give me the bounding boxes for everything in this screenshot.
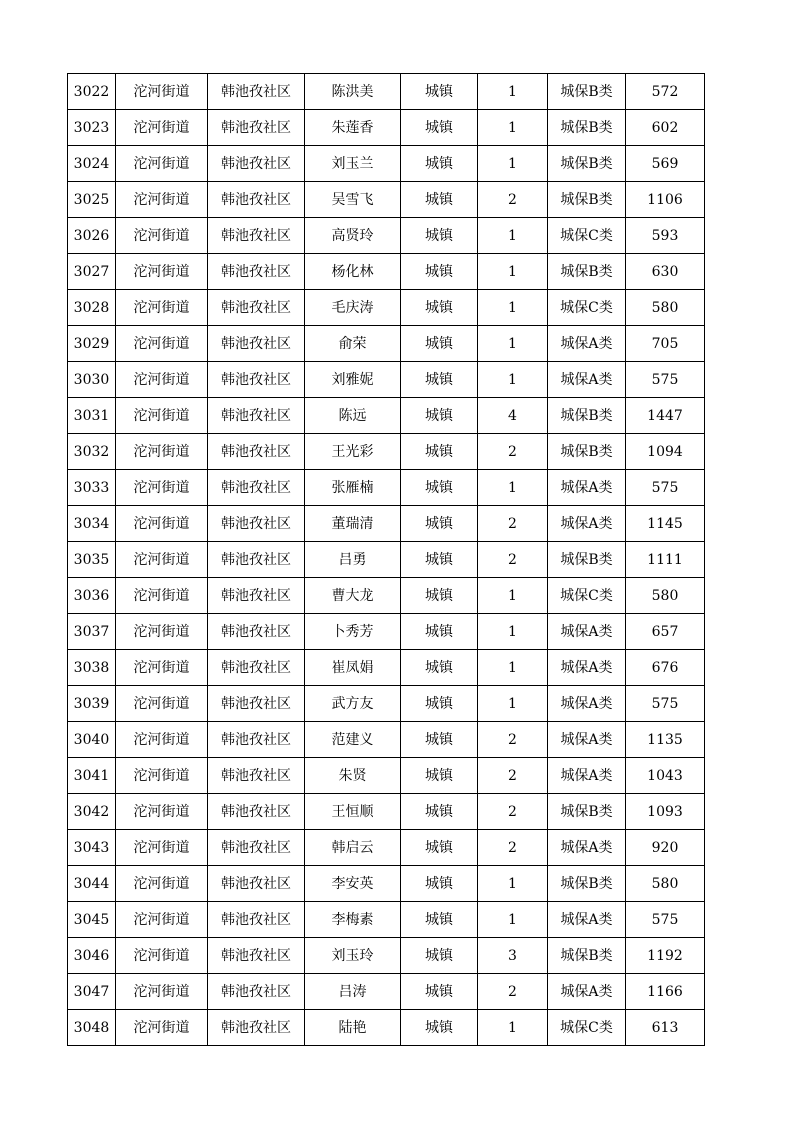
- cell-subdistrict: 沱河街道: [116, 794, 208, 830]
- cell-name: 张雁楠: [305, 470, 401, 506]
- cell-household-size: 1: [478, 902, 548, 938]
- cell-area-type: 城镇: [401, 290, 478, 326]
- cell-area-type: 城镇: [401, 506, 478, 542]
- cell-area-type: 城镇: [401, 542, 478, 578]
- cell-community: 韩池孜社区: [208, 866, 305, 902]
- cell-category: 城保A类: [548, 830, 626, 866]
- cell-area-type: 城镇: [401, 146, 478, 182]
- table-row: [68, 110, 705, 146]
- cell-community: 韩池孜社区: [208, 938, 305, 974]
- cell-community: 韩池孜社区: [208, 290, 305, 326]
- cell-community: 韩池孜社区: [208, 182, 305, 218]
- cell-household-size: 1: [478, 686, 548, 722]
- cell-area-type: 城镇: [401, 362, 478, 398]
- cell-subdistrict: 沱河街道: [116, 110, 208, 146]
- cell-category: 城保C类: [548, 290, 626, 326]
- cell-name: 武方友: [305, 686, 401, 722]
- cell-name: 王恒顺: [305, 794, 401, 830]
- cell-name: 王光彩: [305, 434, 401, 470]
- cell-name: 刘玉玲: [305, 938, 401, 974]
- cell-amount: 575: [626, 362, 705, 398]
- cell-subdistrict: 沱河街道: [116, 542, 208, 578]
- cell-area-type: 城镇: [401, 974, 478, 1010]
- roster-table: [67, 73, 705, 1046]
- cell-category: 城保B类: [548, 146, 626, 182]
- cell-community: 韩池孜社区: [208, 830, 305, 866]
- cell-subdistrict: 沱河街道: [116, 866, 208, 902]
- cell-household-size: 1: [478, 254, 548, 290]
- table-row: [68, 506, 705, 542]
- cell-name: 崔凤娟: [305, 650, 401, 686]
- cell-community: 韩池孜社区: [208, 218, 305, 254]
- cell-area-type: 城镇: [401, 794, 478, 830]
- cell-household-size: 1: [478, 866, 548, 902]
- cell-name: 杨化林: [305, 254, 401, 290]
- cell-serial-number: 3025: [68, 182, 116, 218]
- cell-serial-number: 3023: [68, 110, 116, 146]
- cell-area-type: 城镇: [401, 578, 478, 614]
- table-row: [68, 758, 705, 794]
- cell-area-type: 城镇: [401, 110, 478, 146]
- cell-household-size: 2: [478, 974, 548, 1010]
- cell-area-type: 城镇: [401, 866, 478, 902]
- cell-subdistrict: 沱河街道: [116, 722, 208, 758]
- cell-serial-number: 3037: [68, 614, 116, 650]
- cell-serial-number: 3032: [68, 434, 116, 470]
- cell-amount: 1093: [626, 794, 705, 830]
- cell-category: 城保A类: [548, 902, 626, 938]
- table-row: [68, 1010, 705, 1046]
- cell-household-size: 2: [478, 830, 548, 866]
- cell-category: 城保B类: [548, 866, 626, 902]
- cell-category: 城保A类: [548, 326, 626, 362]
- cell-amount: 602: [626, 110, 705, 146]
- table-row: [68, 146, 705, 182]
- cell-household-size: 1: [478, 74, 548, 110]
- cell-amount: 580: [626, 866, 705, 902]
- cell-serial-number: 3031: [68, 398, 116, 434]
- table-row: [68, 434, 705, 470]
- cell-area-type: 城镇: [401, 722, 478, 758]
- cell-community: 韩池孜社区: [208, 902, 305, 938]
- cell-community: 韩池孜社区: [208, 974, 305, 1010]
- cell-subdistrict: 沱河街道: [116, 758, 208, 794]
- cell-serial-number: 3043: [68, 830, 116, 866]
- cell-area-type: 城镇: [401, 758, 478, 794]
- cell-name: 吕勇: [305, 542, 401, 578]
- cell-amount: 572: [626, 74, 705, 110]
- cell-name: 朱莲香: [305, 110, 401, 146]
- cell-name: 吴雪飞: [305, 182, 401, 218]
- cell-subdistrict: 沱河街道: [116, 146, 208, 182]
- cell-category: 城保A类: [548, 362, 626, 398]
- cell-amount: 580: [626, 578, 705, 614]
- cell-serial-number: 3045: [68, 902, 116, 938]
- cell-name: 范建义: [305, 722, 401, 758]
- cell-area-type: 城镇: [401, 218, 478, 254]
- cell-subdistrict: 沱河街道: [116, 434, 208, 470]
- cell-subdistrict: 沱河街道: [116, 362, 208, 398]
- cell-subdistrict: 沱河街道: [116, 254, 208, 290]
- cell-subdistrict: 沱河街道: [116, 902, 208, 938]
- cell-area-type: 城镇: [401, 830, 478, 866]
- cell-amount: 1166: [626, 974, 705, 1010]
- cell-serial-number: 3044: [68, 866, 116, 902]
- cell-name: 高贤玲: [305, 218, 401, 254]
- cell-name: 董瑞清: [305, 506, 401, 542]
- cell-category: 城保B类: [548, 254, 626, 290]
- cell-amount: 1043: [626, 758, 705, 794]
- cell-amount: 630: [626, 254, 705, 290]
- cell-household-size: 2: [478, 506, 548, 542]
- cell-name: 陆艳: [305, 1010, 401, 1046]
- cell-category: 城保B类: [548, 938, 626, 974]
- cell-serial-number: 3027: [68, 254, 116, 290]
- cell-community: 韩池孜社区: [208, 686, 305, 722]
- cell-serial-number: 3039: [68, 686, 116, 722]
- cell-category: 城保B类: [548, 74, 626, 110]
- cell-category: 城保B类: [548, 794, 626, 830]
- cell-subdistrict: 沱河街道: [116, 74, 208, 110]
- cell-subdistrict: 沱河街道: [116, 974, 208, 1010]
- cell-subdistrict: 沱河街道: [116, 470, 208, 506]
- cell-community: 韩池孜社区: [208, 650, 305, 686]
- cell-community: 韩池孜社区: [208, 722, 305, 758]
- cell-amount: 1111: [626, 542, 705, 578]
- table-row: [68, 470, 705, 506]
- cell-household-size: 1: [478, 614, 548, 650]
- cell-household-size: 1: [478, 326, 548, 362]
- cell-area-type: 城镇: [401, 938, 478, 974]
- cell-serial-number: 3022: [68, 74, 116, 110]
- cell-serial-number: 3029: [68, 326, 116, 362]
- table-row: [68, 542, 705, 578]
- cell-amount: 1192: [626, 938, 705, 974]
- cell-amount: 676: [626, 650, 705, 686]
- cell-name: 曹大龙: [305, 578, 401, 614]
- cell-name: 韩启云: [305, 830, 401, 866]
- cell-name: 李安英: [305, 866, 401, 902]
- cell-household-size: 3: [478, 938, 548, 974]
- cell-household-size: 2: [478, 542, 548, 578]
- cell-area-type: 城镇: [401, 326, 478, 362]
- table-row: [68, 650, 705, 686]
- cell-category: 城保A类: [548, 614, 626, 650]
- cell-category: 城保A类: [548, 686, 626, 722]
- cell-name: 陈洪美: [305, 74, 401, 110]
- cell-serial-number: 3041: [68, 758, 116, 794]
- table-row: [68, 722, 705, 758]
- cell-household-size: 2: [478, 794, 548, 830]
- table-row: [68, 290, 705, 326]
- cell-amount: 920: [626, 830, 705, 866]
- cell-subdistrict: 沱河街道: [116, 326, 208, 362]
- cell-subdistrict: 沱河街道: [116, 830, 208, 866]
- cell-category: 城保B类: [548, 182, 626, 218]
- cell-amount: 705: [626, 326, 705, 362]
- cell-name: 陈远: [305, 398, 401, 434]
- cell-community: 韩池孜社区: [208, 434, 305, 470]
- cell-serial-number: 3033: [68, 470, 116, 506]
- cell-name: 毛庆涛: [305, 290, 401, 326]
- cell-area-type: 城镇: [401, 74, 478, 110]
- cell-household-size: 1: [478, 578, 548, 614]
- cell-community: 韩池孜社区: [208, 1010, 305, 1046]
- table-row: [68, 578, 705, 614]
- cell-subdistrict: 沱河街道: [116, 578, 208, 614]
- table-row: [68, 254, 705, 290]
- cell-household-size: 2: [478, 182, 548, 218]
- cell-amount: 575: [626, 686, 705, 722]
- cell-serial-number: 3030: [68, 362, 116, 398]
- cell-area-type: 城镇: [401, 434, 478, 470]
- cell-household-size: 1: [478, 146, 548, 182]
- cell-category: 城保B类: [548, 542, 626, 578]
- cell-subdistrict: 沱河街道: [116, 1010, 208, 1046]
- table-row: [68, 686, 705, 722]
- cell-area-type: 城镇: [401, 1010, 478, 1046]
- cell-community: 韩池孜社区: [208, 794, 305, 830]
- cell-area-type: 城镇: [401, 398, 478, 434]
- cell-area-type: 城镇: [401, 614, 478, 650]
- cell-subdistrict: 沱河街道: [116, 614, 208, 650]
- table-row: [68, 398, 705, 434]
- cell-community: 韩池孜社区: [208, 146, 305, 182]
- cell-community: 韩池孜社区: [208, 470, 305, 506]
- cell-community: 韩池孜社区: [208, 254, 305, 290]
- cell-category: 城保A类: [548, 758, 626, 794]
- cell-name: 李梅素: [305, 902, 401, 938]
- cell-amount: 580: [626, 290, 705, 326]
- table-row: [68, 866, 705, 902]
- cell-amount: 593: [626, 218, 705, 254]
- cell-category: 城保B类: [548, 110, 626, 146]
- cell-household-size: 2: [478, 722, 548, 758]
- cell-serial-number: 3026: [68, 218, 116, 254]
- cell-category: 城保C类: [548, 218, 626, 254]
- cell-name: 朱贤: [305, 758, 401, 794]
- cell-serial-number: 3046: [68, 938, 116, 974]
- cell-community: 韩池孜社区: [208, 326, 305, 362]
- cell-serial-number: 3048: [68, 1010, 116, 1046]
- cell-subdistrict: 沱河街道: [116, 218, 208, 254]
- table-row: [68, 362, 705, 398]
- cell-amount: 657: [626, 614, 705, 650]
- cell-area-type: 城镇: [401, 650, 478, 686]
- cell-amount: 613: [626, 1010, 705, 1046]
- cell-name: 刘玉兰: [305, 146, 401, 182]
- cell-household-size: 1: [478, 1010, 548, 1046]
- cell-category: 城保B类: [548, 434, 626, 470]
- cell-subdistrict: 沱河街道: [116, 650, 208, 686]
- cell-name: 刘雅妮: [305, 362, 401, 398]
- cell-amount: 1094: [626, 434, 705, 470]
- cell-community: 韩池孜社区: [208, 74, 305, 110]
- cell-serial-number: 3028: [68, 290, 116, 326]
- cell-subdistrict: 沱河街道: [116, 686, 208, 722]
- cell-category: 城保C类: [548, 1010, 626, 1046]
- table-row: [68, 74, 705, 110]
- cell-serial-number: 3035: [68, 542, 116, 578]
- cell-area-type: 城镇: [401, 686, 478, 722]
- cell-household-size: 1: [478, 470, 548, 506]
- cell-serial-number: 3024: [68, 146, 116, 182]
- cell-subdistrict: 沱河街道: [116, 398, 208, 434]
- cell-community: 韩池孜社区: [208, 542, 305, 578]
- cell-amount: 575: [626, 902, 705, 938]
- cell-community: 韩池孜社区: [208, 110, 305, 146]
- cell-category: 城保A类: [548, 722, 626, 758]
- cell-amount: 569: [626, 146, 705, 182]
- cell-category: 城保A类: [548, 650, 626, 686]
- cell-household-size: 1: [478, 218, 548, 254]
- cell-category: 城保C类: [548, 578, 626, 614]
- cell-household-size: 2: [478, 758, 548, 794]
- cell-serial-number: 3040: [68, 722, 116, 758]
- cell-area-type: 城镇: [401, 182, 478, 218]
- cell-household-size: 1: [478, 110, 548, 146]
- table-row: [68, 218, 705, 254]
- cell-serial-number: 3036: [68, 578, 116, 614]
- cell-area-type: 城镇: [401, 254, 478, 290]
- cell-community: 韩池孜社区: [208, 362, 305, 398]
- table-row: [68, 974, 705, 1010]
- cell-serial-number: 3034: [68, 506, 116, 542]
- cell-category: 城保A类: [548, 974, 626, 1010]
- table-row: [68, 902, 705, 938]
- table-row: [68, 830, 705, 866]
- cell-household-size: 2: [478, 434, 548, 470]
- cell-household-size: 1: [478, 290, 548, 326]
- cell-amount: 575: [626, 470, 705, 506]
- cell-category: 城保A类: [548, 470, 626, 506]
- cell-area-type: 城镇: [401, 902, 478, 938]
- cell-amount: 1447: [626, 398, 705, 434]
- cell-amount: 1145: [626, 506, 705, 542]
- cell-community: 韩池孜社区: [208, 758, 305, 794]
- cell-name: 吕涛: [305, 974, 401, 1010]
- cell-category: 城保B类: [548, 398, 626, 434]
- cell-community: 韩池孜社区: [208, 614, 305, 650]
- cell-serial-number: 3038: [68, 650, 116, 686]
- cell-serial-number: 3042: [68, 794, 116, 830]
- table-body: [68, 74, 705, 1046]
- cell-category: 城保A类: [548, 506, 626, 542]
- cell-name: 卜秀芳: [305, 614, 401, 650]
- cell-community: 韩池孜社区: [208, 398, 305, 434]
- cell-subdistrict: 沱河街道: [116, 506, 208, 542]
- cell-community: 韩池孜社区: [208, 578, 305, 614]
- table-row: [68, 326, 705, 362]
- cell-household-size: 1: [478, 362, 548, 398]
- cell-area-type: 城镇: [401, 470, 478, 506]
- table-row: [68, 938, 705, 974]
- cell-amount: 1106: [626, 182, 705, 218]
- cell-household-size: 1: [478, 650, 548, 686]
- cell-amount: 1135: [626, 722, 705, 758]
- cell-name: 俞荣: [305, 326, 401, 362]
- cell-serial-number: 3047: [68, 974, 116, 1010]
- table-row: [68, 794, 705, 830]
- cell-household-size: 4: [478, 398, 548, 434]
- table-row: [68, 182, 705, 218]
- table-row: [68, 614, 705, 650]
- cell-community: 韩池孜社区: [208, 506, 305, 542]
- cell-subdistrict: 沱河街道: [116, 938, 208, 974]
- cell-subdistrict: 沱河街道: [116, 290, 208, 326]
- cell-subdistrict: 沱河街道: [116, 182, 208, 218]
